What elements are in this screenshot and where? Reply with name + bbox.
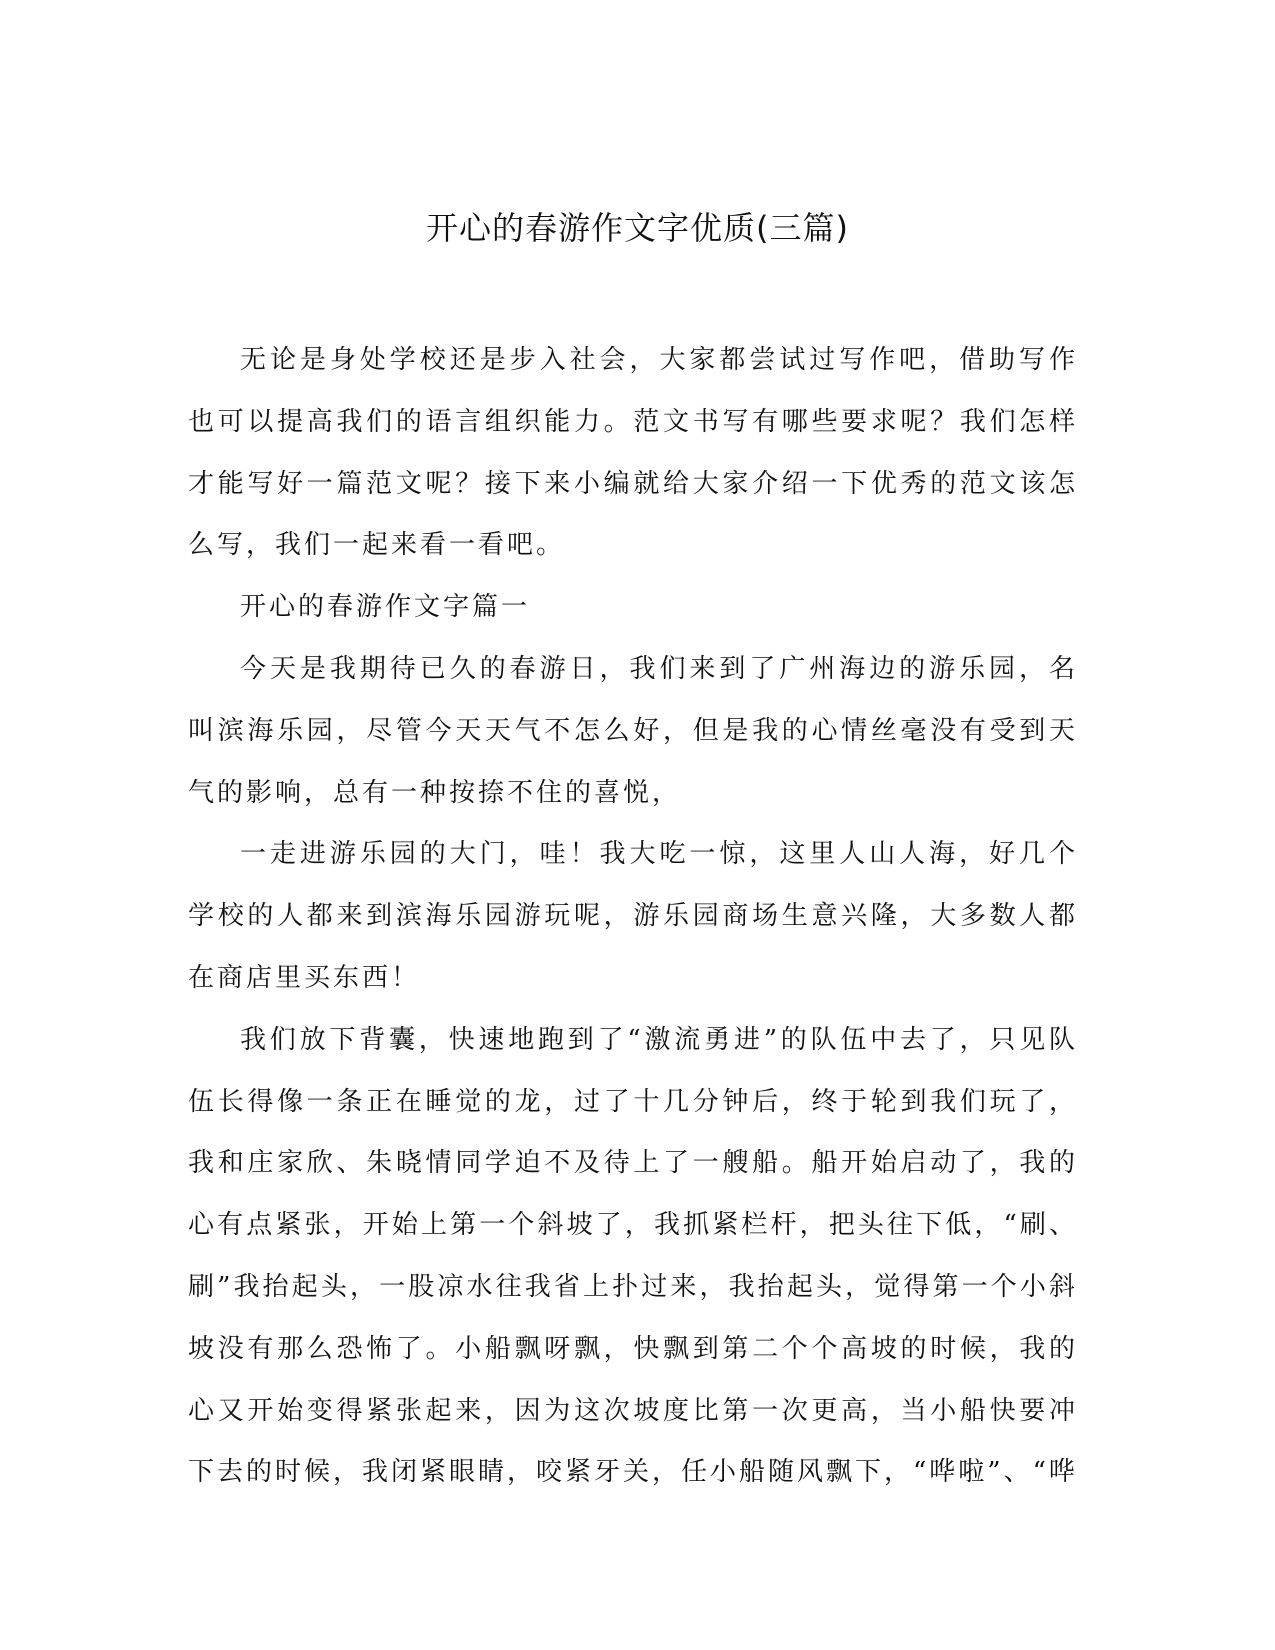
section-heading-part-one: 开心的春游作文字篇一: [240, 592, 531, 623]
paragraph-park-entrance: 一走进游乐园的大门，哇！我大吃一惊，这里人山人海，好几个学校的人都来到滨海乐园游玩呢，游乐园商场生意兴隆，大多数人都在商店里买东西！: [188, 839, 1078, 993]
paragraph-intro: 无论是身处学校还是步入社会，大家都尝试过写作吧，借助写作也可以提高我们的语言组织能力。范文书写有哪些要求呢？我们怎样才能写好一篇范文呢？接下来小编就给大家介绍一下优秀的范文该怎么写，我们一起来看一看吧。: [188, 345, 1078, 561]
paragraph-rafting-ride: 我们放下背囊，快速地跑到了“激流勇进”的队伍中去了，只见队伍长得像一条正在睡觉的龙，过了十几分钟后，终于轮到我们玩了，我和庄家欣、朱晓情同学迫不及待上了一艘船。船开始启动了，我的心有点紧张，开始上第一个斜坡了，我抓紧栏杆，把头往下低，“刷、刷”我抬起头，一股凉水往我省上扑过来，我抬起头，觉得第一个小斜坡没有那么恐怖了。小船飘呀飘，快飘到第二个个高坡的时候，我的心又开始变得紧张起来，因为这次坡度比第一次更高，当小船快要冲下去的时候，我闭紧眼睛，咬紧牙关，任小船随风飘下，“哗啦”、“哗: [188, 1024, 1078, 1488]
paragraph-spring-outing-day: 今天是我期待已久的春游日，我们来到了广州海边的游乐园，名叫滨海乐园，尽管今天天气不怎么好，但是我的心情丝毫没有受到天气的影响，总有一种按捺不住的喜悦，: [188, 653, 1078, 808]
document-title: 开心的春游作文字优质(三篇): [426, 209, 849, 247]
document-body: [188, 330, 1078, 1504]
